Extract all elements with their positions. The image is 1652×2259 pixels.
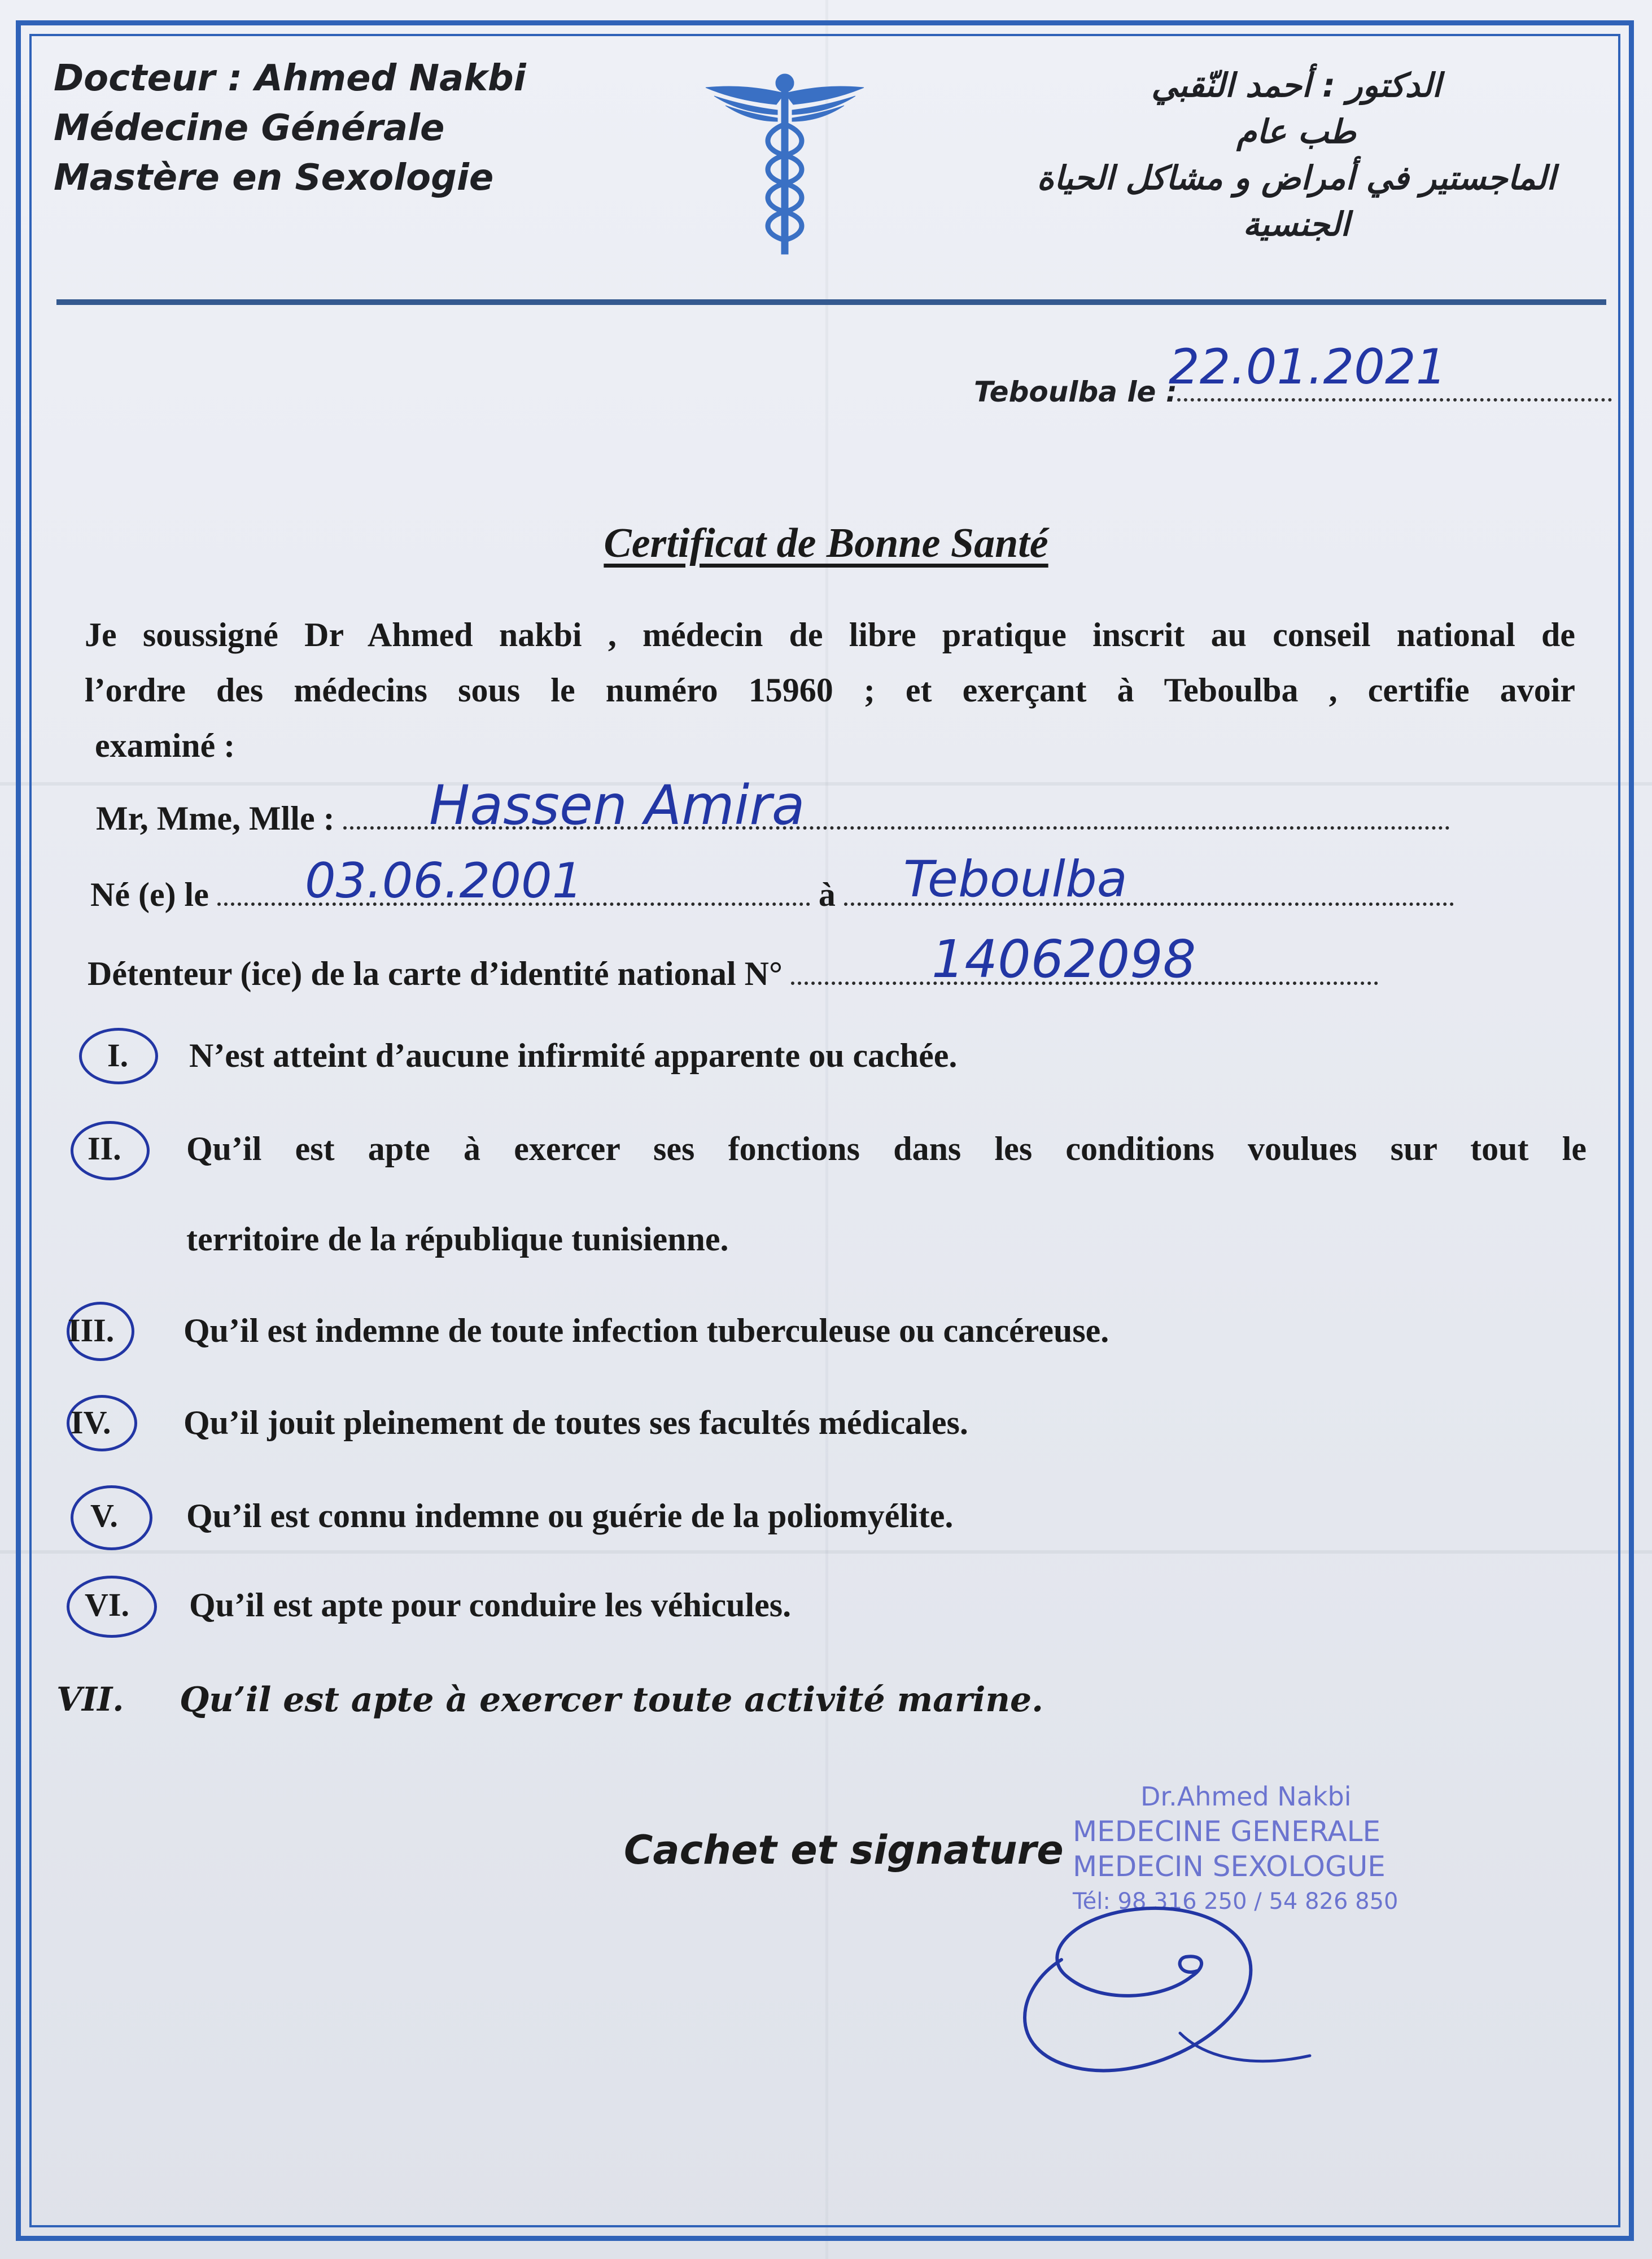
birth-place-handwritten: Teboulba (903, 850, 1127, 908)
birth-place-label: à (818, 876, 836, 913)
item-text-continued: territoire de la république tunisienne. (186, 1220, 729, 1258)
item-text: N’est atteint d’aucune infirmité apparente ou cachée. (189, 1037, 958, 1074)
item-text-italic: Qu’il est apte à exercer toute activité marine. (180, 1680, 1044, 1720)
stamp-line: MEDECIN SEXOLOGUE (1073, 1850, 1386, 1883)
signature-label: Cachet et signature (624, 1827, 1064, 1873)
birth-field (90, 875, 1454, 914)
item-text: Qu’il est apte à exercer ses fonctions dans les conditions voulues sur tout le (186, 1130, 1587, 1167)
item-text: Qu’il est indemne de toute infection tuberculeuse ou cancéreuse. (183, 1312, 1109, 1349)
name-handwritten: Hassen Amira (429, 774, 805, 837)
item-number: VI. (85, 1586, 129, 1623)
item-number: VII. (56, 1680, 124, 1719)
item-text (180, 1680, 1043, 1720)
name-label: Mr, Mme, Mlle : (96, 800, 335, 837)
intro-line-1: Je soussigné Dr Ahmed nakbi , médecin de libre pratique inscrit au conseil national de (85, 616, 1575, 653)
doctor-degree-arabic: الماجستير في أمراض و مشاكل الحياة (1037, 159, 1556, 197)
doctor-header-arabic (1020, 62, 1573, 247)
doctor-header-french (54, 54, 562, 203)
item-number: III. (68, 1312, 115, 1349)
birth-date-handwritten: 03.06.2001 (305, 853, 583, 909)
item-text: Qu’il jouit pleinement de toutes ses facultés médicales. (183, 1404, 968, 1441)
date-label: Teboulba le : (974, 376, 1177, 408)
intro-paragraph (85, 607, 1575, 773)
intro-line-3: examiné : (95, 727, 235, 764)
item-text: Qu’il est apte pour conduire les véhicules. (189, 1586, 792, 1624)
doctor-name: Docteur : Ahmed Nakbi (54, 58, 526, 99)
stamp-line: Tél: 98 316 250 / 54 826 850 (1073, 1889, 1398, 1915)
item-number: I. (107, 1037, 129, 1074)
doctor-name-arabic: الدكتور : أحمد النّقبي (1151, 66, 1441, 104)
stamp-line: MEDECINE GENERALE (1073, 1815, 1381, 1848)
item-text: Qu’il est connu indemne ou guérie de la poliomyélite. (186, 1497, 954, 1534)
item-number: V. (90, 1497, 118, 1534)
birth-label: Né (e) le (90, 876, 209, 913)
id-card-label: Détenteur (ice) de la carte d’identité national N° (88, 955, 783, 992)
intro-line-2: l’ordre des médecins sous le numéro 15960 ; et exerçant à Teboulba , certifie avoir (85, 671, 1575, 709)
date-handwritten: 22.01.2021 (1169, 339, 1447, 395)
certificate-title: Certificat de Bonne Santé (604, 520, 1048, 566)
doctor-degree-arabic-cont: الجنسية (1243, 205, 1350, 243)
id-card-handwritten: 14062098 (932, 929, 1196, 989)
doctor-degree: Mastère en Sexologie (54, 157, 494, 199)
header-divider (56, 299, 1606, 305)
handwritten-signature (994, 1892, 1389, 2084)
caduceus-icon (703, 71, 867, 257)
doctor-specialty-arabic: طب عام (1236, 112, 1356, 151)
item-number: IV. (71, 1404, 111, 1441)
item-number: II. (88, 1130, 121, 1167)
stamp-line: Dr.Ahmed Nakbi (1140, 1781, 1352, 1812)
doctor-specialty: Médecine Générale (54, 107, 445, 149)
